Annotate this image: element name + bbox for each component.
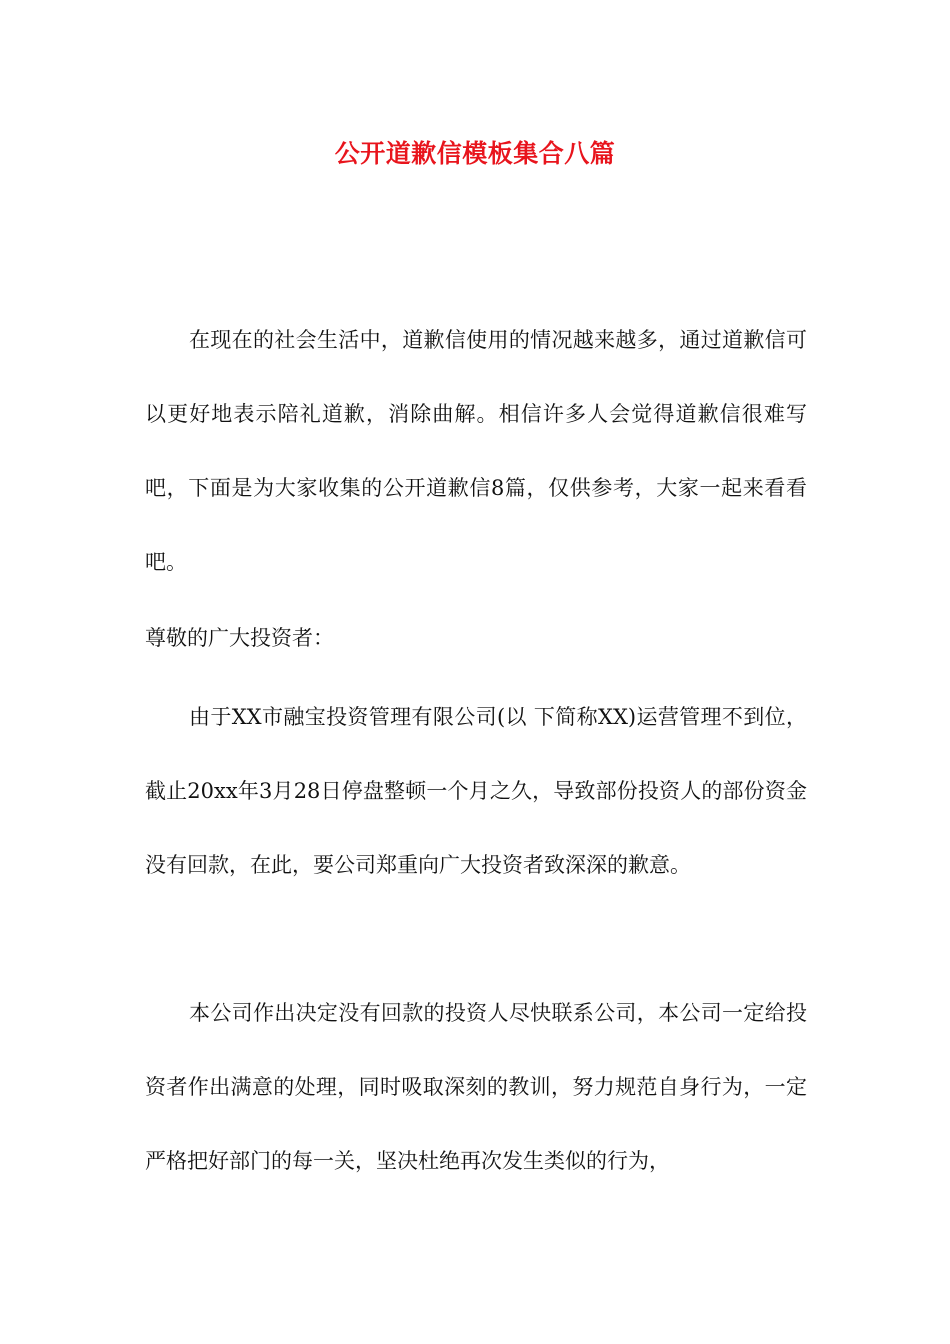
letter-paragraph-1: 由于XX市融宝投资管理有限公司(以 下简称XX)运营管理不到位，截止20xx年3月28日停盘整顿一个月之久，导致部份投资人的部份资金没有回款，在此，要公司郑重向广大投资者致深深的歉意。 [145, 705, 807, 877]
salutation: 尊敬的广大投资者： [145, 626, 334, 650]
intro-paragraph: 在现在的社会生活中，道歉信使用的情况越来越多，通过道歉信可以更好地表示陪礼道歉，消除曲解。相信许多人会觉得道歉信很难写吧，下面是为大家收集的公开道歉信8篇，仅供参考，大家一起来看看吧。 [145, 328, 807, 574]
letter-paragraph-2: 本公司作出决定没有回款的投资人尽快联系公司，本公司一定给投资者作出满意的处理，同时吸取深刻的教训，努力规范自身行为，一定严格把好部门的每一关，坚决杜绝再次发生类似的行为， [145, 1001, 807, 1173]
document-title: 公开道歉信模板集合八篇 [334, 139, 616, 168]
